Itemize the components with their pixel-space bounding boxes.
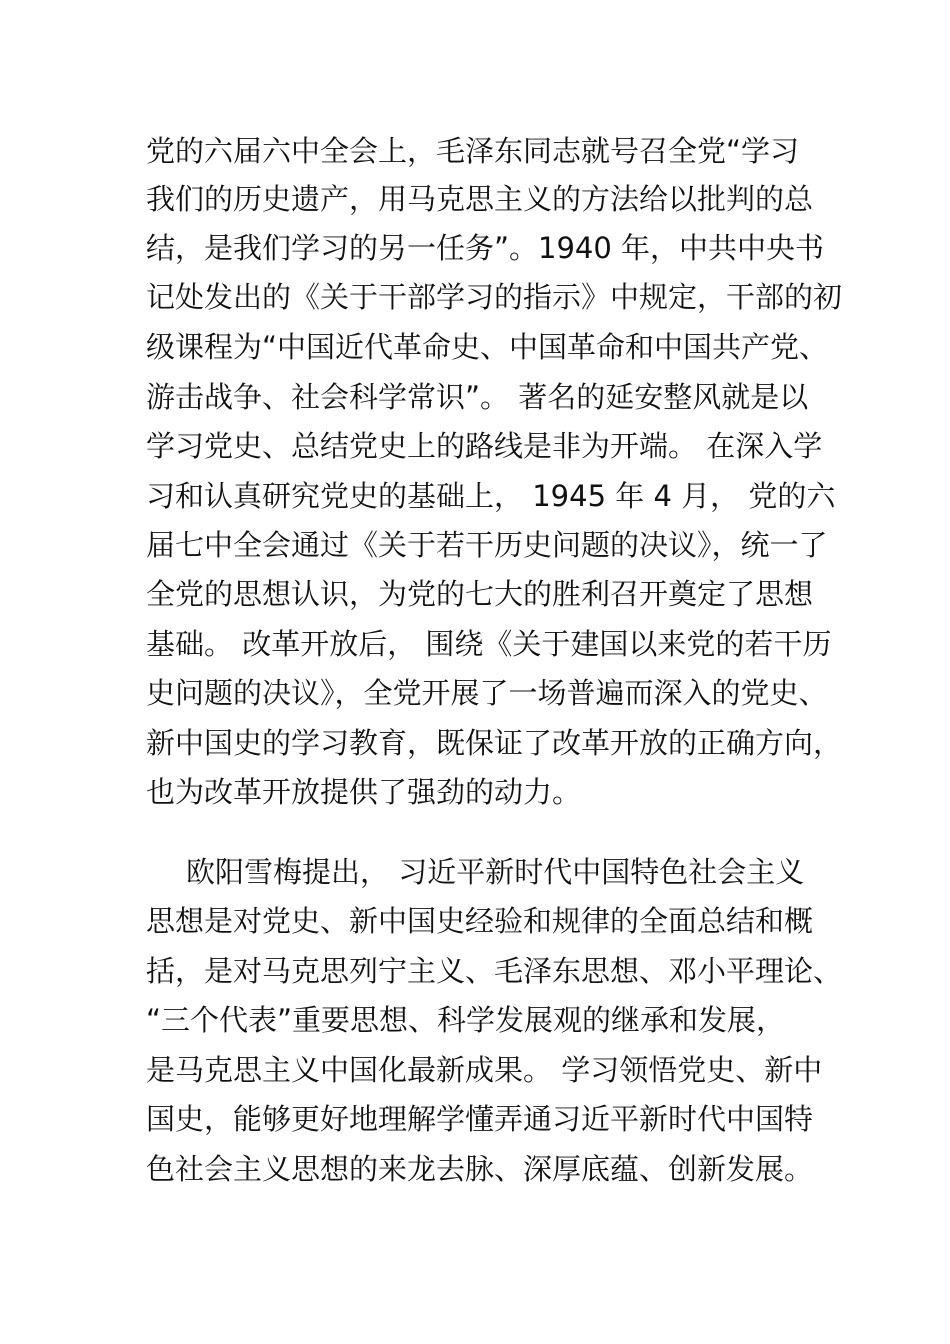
paragraph-1-line-4: 记处发出的《关于干部学习的指示》中规定，干部的初 <box>146 280 843 314</box>
paragraph-2-line-4: “三个代表”重要思想、科学发展观的继承和发展， <box>146 1003 786 1037</box>
paragraph-1-line-14: 也为改革开放提供了强劲的动力。 <box>146 775 582 809</box>
paragraph-1-line-5: 级课程为“中国近代革命史、中国革命和中国共产党、 <box>146 330 829 364</box>
paragraph-2-line-3: 括，是对马克思列宁主义、毛泽东思想、邓小平理论、 <box>146 954 843 988</box>
paragraph-1-line-12: 史问题的决议》，全党开展了一场普遍而深入的党史、 <box>146 676 828 710</box>
paragraph-1-line-6: 游击战争、社会科学常识”。 著名的延安整风就是以 <box>146 380 809 414</box>
paragraph-1-line-10: 全党的思想认识，为党的七大的胜利召开奠定了思想 <box>146 577 814 611</box>
paragraph-2-line-5: 是马克思主义中国化最新成果。 学习领悟党史、新中 <box>146 1053 823 1087</box>
paragraph-1-line-8: 习和认真研究党史的基础上， 1945 年 4 月， 党的六 <box>146 479 836 513</box>
paragraph-1-line-2: 我们的历史遗产，用马克思主义的方法给以批判的总 <box>146 182 814 216</box>
paragraph-2-line-6: 国史，能够更好地理解学懂弄通习近平新时代中国特 <box>146 1102 814 1136</box>
paragraph-2-line-7: 色社会主义思想的来龙去脉、深厚底蕴、创新发展。 <box>146 1152 814 1186</box>
paragraph-2-line-2: 思想是对党史、新中国史经验和规律的全面总结和概 <box>146 904 814 938</box>
paragraph-1-line-3: 结，是我们学习的另一任务”。1940 年，中共中央书 <box>146 231 825 265</box>
paragraph-1-line-1: 党的六届六中全会上，毛泽东同志就号召全党“学习 <box>146 134 800 168</box>
paragraph-1-line-7: 学习党史、总结党史上的路线是非为开端。 在深入学 <box>146 429 823 463</box>
paragraph-1-line-11: 基础。 改革开放后， 围绕《关于建国以来党的若干历 <box>146 627 832 661</box>
paragraph-1-line-13: 新中国史的学习教育，既保证了改革开放的正确方向， <box>146 726 843 760</box>
paragraph-2-line-1: 欧阳雪梅提出， 习近平新时代中国特色社会主义 <box>186 855 805 889</box>
paragraph-1-line-9: 届七中全会通过《关于若干历史问题的决议》，统一了 <box>146 528 828 562</box>
